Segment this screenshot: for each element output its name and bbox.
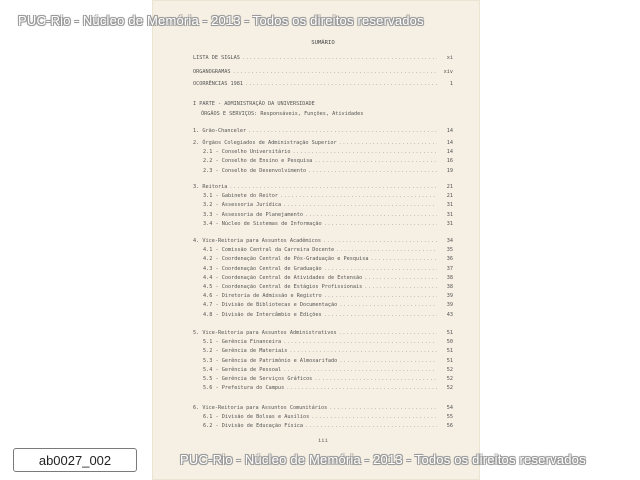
- toc-title: SUMÁRIO: [311, 40, 335, 46]
- toc-subsection: 4.6 - Diretoria de Admissão e Registro ..... 39: [203, 292, 453, 299]
- toc-subsection: 3.2 - Assessoria Jurídica ..... 31: [203, 201, 453, 208]
- toc-subsection: 3.4 - Núcleo de Sistemas de Informação ..... 31: [203, 220, 453, 227]
- toc-subsection: 4.2 - Coordenação Central de Pós-Graduação e Pesquisa ..... 36: [203, 255, 453, 262]
- toc-subsection: 5.1 - Gerência Financeira ..... 50: [203, 338, 453, 345]
- toc-subsection: 4.7 - Divisão de Bibliotecas e Documentação ..... 39: [203, 301, 453, 308]
- part-title: I PARTE - ADMINISTRAÇÃO DA UNIVERSIDADE: [193, 101, 315, 107]
- toc-subsection: 3.1 - Gabinete do Reitor ..... 21: [203, 192, 453, 199]
- toc-subsection: 3.3 - Assessoria de Planejamento ..... 31: [203, 211, 453, 218]
- toc-subsection: 6.2 - Divisão de Educação Física ..... 56: [203, 422, 453, 429]
- page-number: iii: [317, 438, 329, 444]
- toc-section: 5. Vice-Reitoria para Assuntos Administrativos ..... 51: [193, 329, 453, 336]
- toc-section: 6. Vice-Reitoria para Assuntos Comunitários ..... 54: [193, 404, 453, 411]
- toc-section: 3. Reitoria ..... 21: [193, 183, 453, 190]
- toc-subsection: 5.4 - Gerência de Pessoal ..... 52: [203, 366, 453, 373]
- toc-subsection: 5.3 - Gerência de Patrimônio e Almoxarifado ..... 51: [203, 357, 453, 364]
- toc-subsection: 5.2 - Gerência de Materiais ..... 51: [203, 347, 453, 354]
- image-id-label: ab0027_002: [13, 448, 137, 472]
- toc-subsection: 2.1 - Conselho Universitário ..... 14: [203, 148, 453, 155]
- toc-subsection: 4.5 - Coordenação Central de Estágios Profissionais ..... 38: [203, 283, 453, 290]
- toc-subsection: 4.4 - Coordenação Central de Atividades de Extensão ..... 38: [203, 274, 453, 281]
- watermark-bottom: PUC-Rio - Núcleo de Memória - 2013 - Todos os direitos reservados: [180, 452, 586, 467]
- toc-subsection: 5.6 - Prefeitura do Campus ..... 52: [203, 384, 453, 391]
- toc-subsection: 6.1 - Divisão de Bolsas e Auxílios ..... 55: [203, 413, 453, 420]
- toc-section: 2. Órgãos Colegiados de Administração Superior ..... 14: [193, 139, 453, 146]
- toc-front-item: OCORRÊNCIAS 1981 ..... 1: [193, 80, 453, 87]
- toc-subsection: 2.3 - Conselho de Desenvolvimento ..... 19: [203, 167, 453, 174]
- toc-subsection: 4.1 - Comissão Central da Carreira Docente ..... 35: [203, 246, 453, 253]
- watermark-top: PUC-Rio - Núcleo de Memória - 2013 - Todos os direitos reservados: [18, 13, 424, 28]
- toc-front-item: LISTA DE SIGLAS ..... xi: [193, 54, 453, 61]
- toc-section: 4. Vice-Reitoria para Assuntos Acadêmicos ..... 34: [193, 237, 453, 244]
- toc-subsection: 2.2 - Conselho de Ensino e Pesquisa ..... 16: [203, 157, 453, 164]
- toc-section: 1. Grão-Chanceler ..... 14: [193, 127, 453, 134]
- part-subtitle: ÓRGÃOS E SERVIÇOS: Responsáveis, Funções, Atividades: [201, 111, 364, 117]
- toc-subsection: 5.5 - Gerência de Serviços Gráficos ..... 52: [203, 375, 453, 382]
- toc-subsection: 4.3 - Coordenação Central de Graduação ..... 37: [203, 265, 453, 272]
- toc-front-item: ORGANOGRAMAS ..... xiv: [193, 68, 453, 75]
- toc-subsection: 4.8 - Divisão de Intercâmbio e Edições ..... 43: [203, 311, 453, 318]
